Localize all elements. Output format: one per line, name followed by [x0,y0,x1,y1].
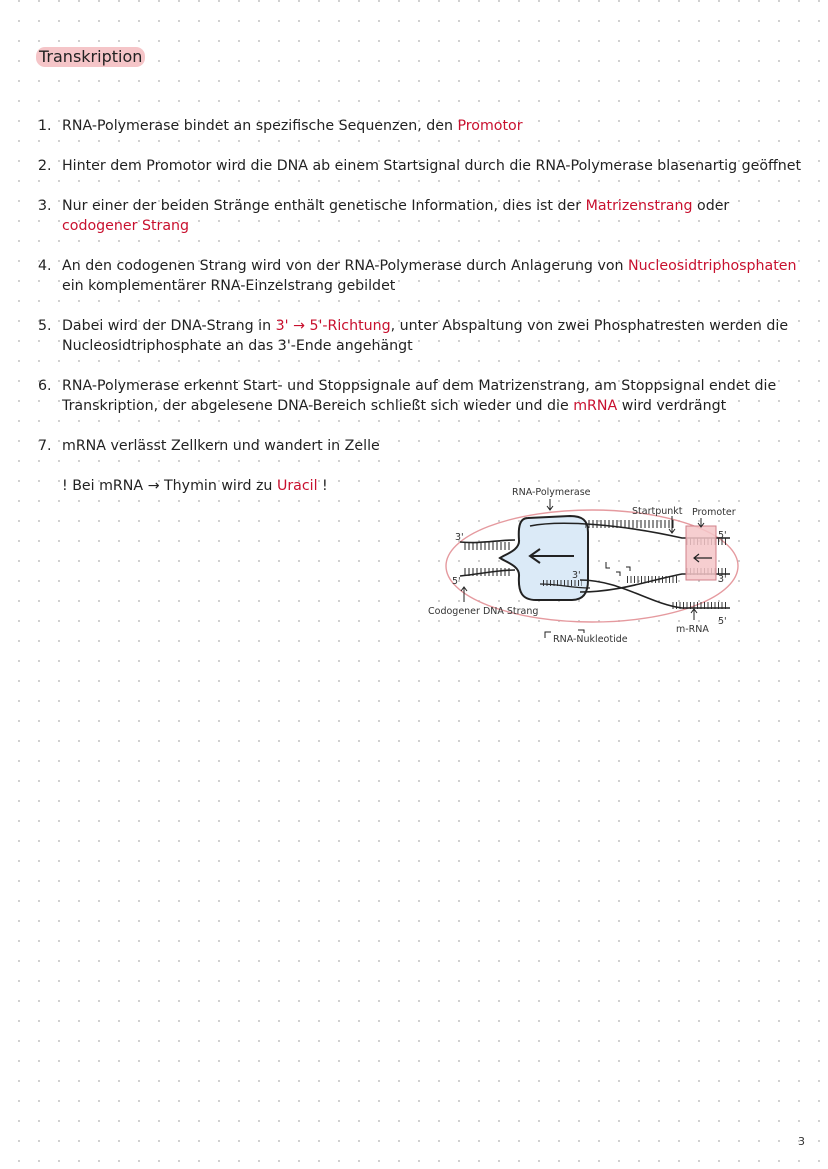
page-title: Transkription [36,47,145,67]
note-text: ! Bei mRNA → Thymin wird zu [62,478,277,494]
item-text [62,118,523,134]
text-span: Nur einer der beiden Stränge enthält genetische Information, dies ist der [62,198,586,214]
mrna-pointer-icon [691,609,697,620]
label-rna-polymerase: RNA-Polymerase [512,487,591,498]
item-text: mRNA verlässt Zellkern und wandert in Zelle [62,438,380,454]
transcription-diagram [420,480,750,650]
label-rna-nukleotide: RNA-Nukleotide [553,634,628,645]
item-text [62,378,776,414]
promoter-box [686,526,716,580]
item-text [62,258,797,294]
text-span: Dabei wird der DNA-Strang in [62,318,276,334]
end-label-3-right: 3' [718,574,727,585]
text-span: wird verdrängt [617,398,727,414]
step-list [38,116,808,456]
text-span: oder [692,198,730,214]
list-item [38,196,808,236]
item-number: 7. [38,438,52,454]
list-item [38,256,808,296]
end-label-3-rna: 3' [572,570,581,581]
text-span: RNA-Polymerase bindet an spezifische Sequenzen, den [62,118,458,134]
polymerase-pointer-icon [547,499,553,510]
item-text: Hinter dem Promotor wird die DNA ab einem Startsignal durch die RNA-Polymerase blasenartig geöffnet [62,158,802,174]
note-suffix: ! [317,478,328,494]
rna-nucleotide-marks [606,562,630,576]
uracil-note [62,476,328,496]
label-promoter: Promoter [692,507,736,518]
list-item [38,316,808,356]
text-span: ein komplementärer RNA-Einzelstrang gebildet [62,278,396,294]
highlight-term: Promotor [457,118,523,134]
text-span: RNA-Polymerase erkennt Start- und Stoppsignale auf dem Matrizenstrang, am Stoppsignal endet die Transkription, der abgelesene DNA-Bereich schließt sich wieder und die [62,378,777,414]
highlight-term: 3' → 5'-Richtung [275,318,391,334]
note-highlight: Uracil [276,478,318,494]
highlight-term: mRNA [573,398,618,414]
text-span: An den codogenen Strang wird von der RNA-Polymerase durch Anlagerung von [62,258,629,274]
item-text [62,318,788,354]
highlight-term: Nucleosidtriphosphaten [628,258,797,274]
end-label-5-rna: 5' [718,616,727,627]
list-item [38,116,808,136]
list-item [38,436,808,456]
highlight-term: codogener Strang [62,218,190,234]
page-number: 3 [798,1135,805,1148]
list-item [38,376,808,416]
label-codogener-strang: Codogener DNA Strang [428,606,539,617]
end-label-3-left: 3' [455,532,464,543]
item-number: 2. [38,158,52,174]
label-startpunkt: Startpunkt [632,506,683,517]
item-number: 6. [38,378,52,394]
text-span: , unter Abspaltung von zwei Phosphatresten werden die Nucleosidtriphosphate an das 3'-Ende angehängt [62,318,789,354]
list-item [38,156,808,176]
highlight-term: Matrizenstrang [585,198,693,214]
item-number: 1. [38,118,52,134]
item-number: 3. [38,198,52,214]
label-m-rna: m-RNA [676,624,709,635]
item-number: 5. [38,318,52,334]
item-number: 4. [38,258,52,274]
end-label-5-right: 5' [718,530,727,541]
item-text [62,198,729,234]
end-label-5-left: 5' [452,576,461,587]
